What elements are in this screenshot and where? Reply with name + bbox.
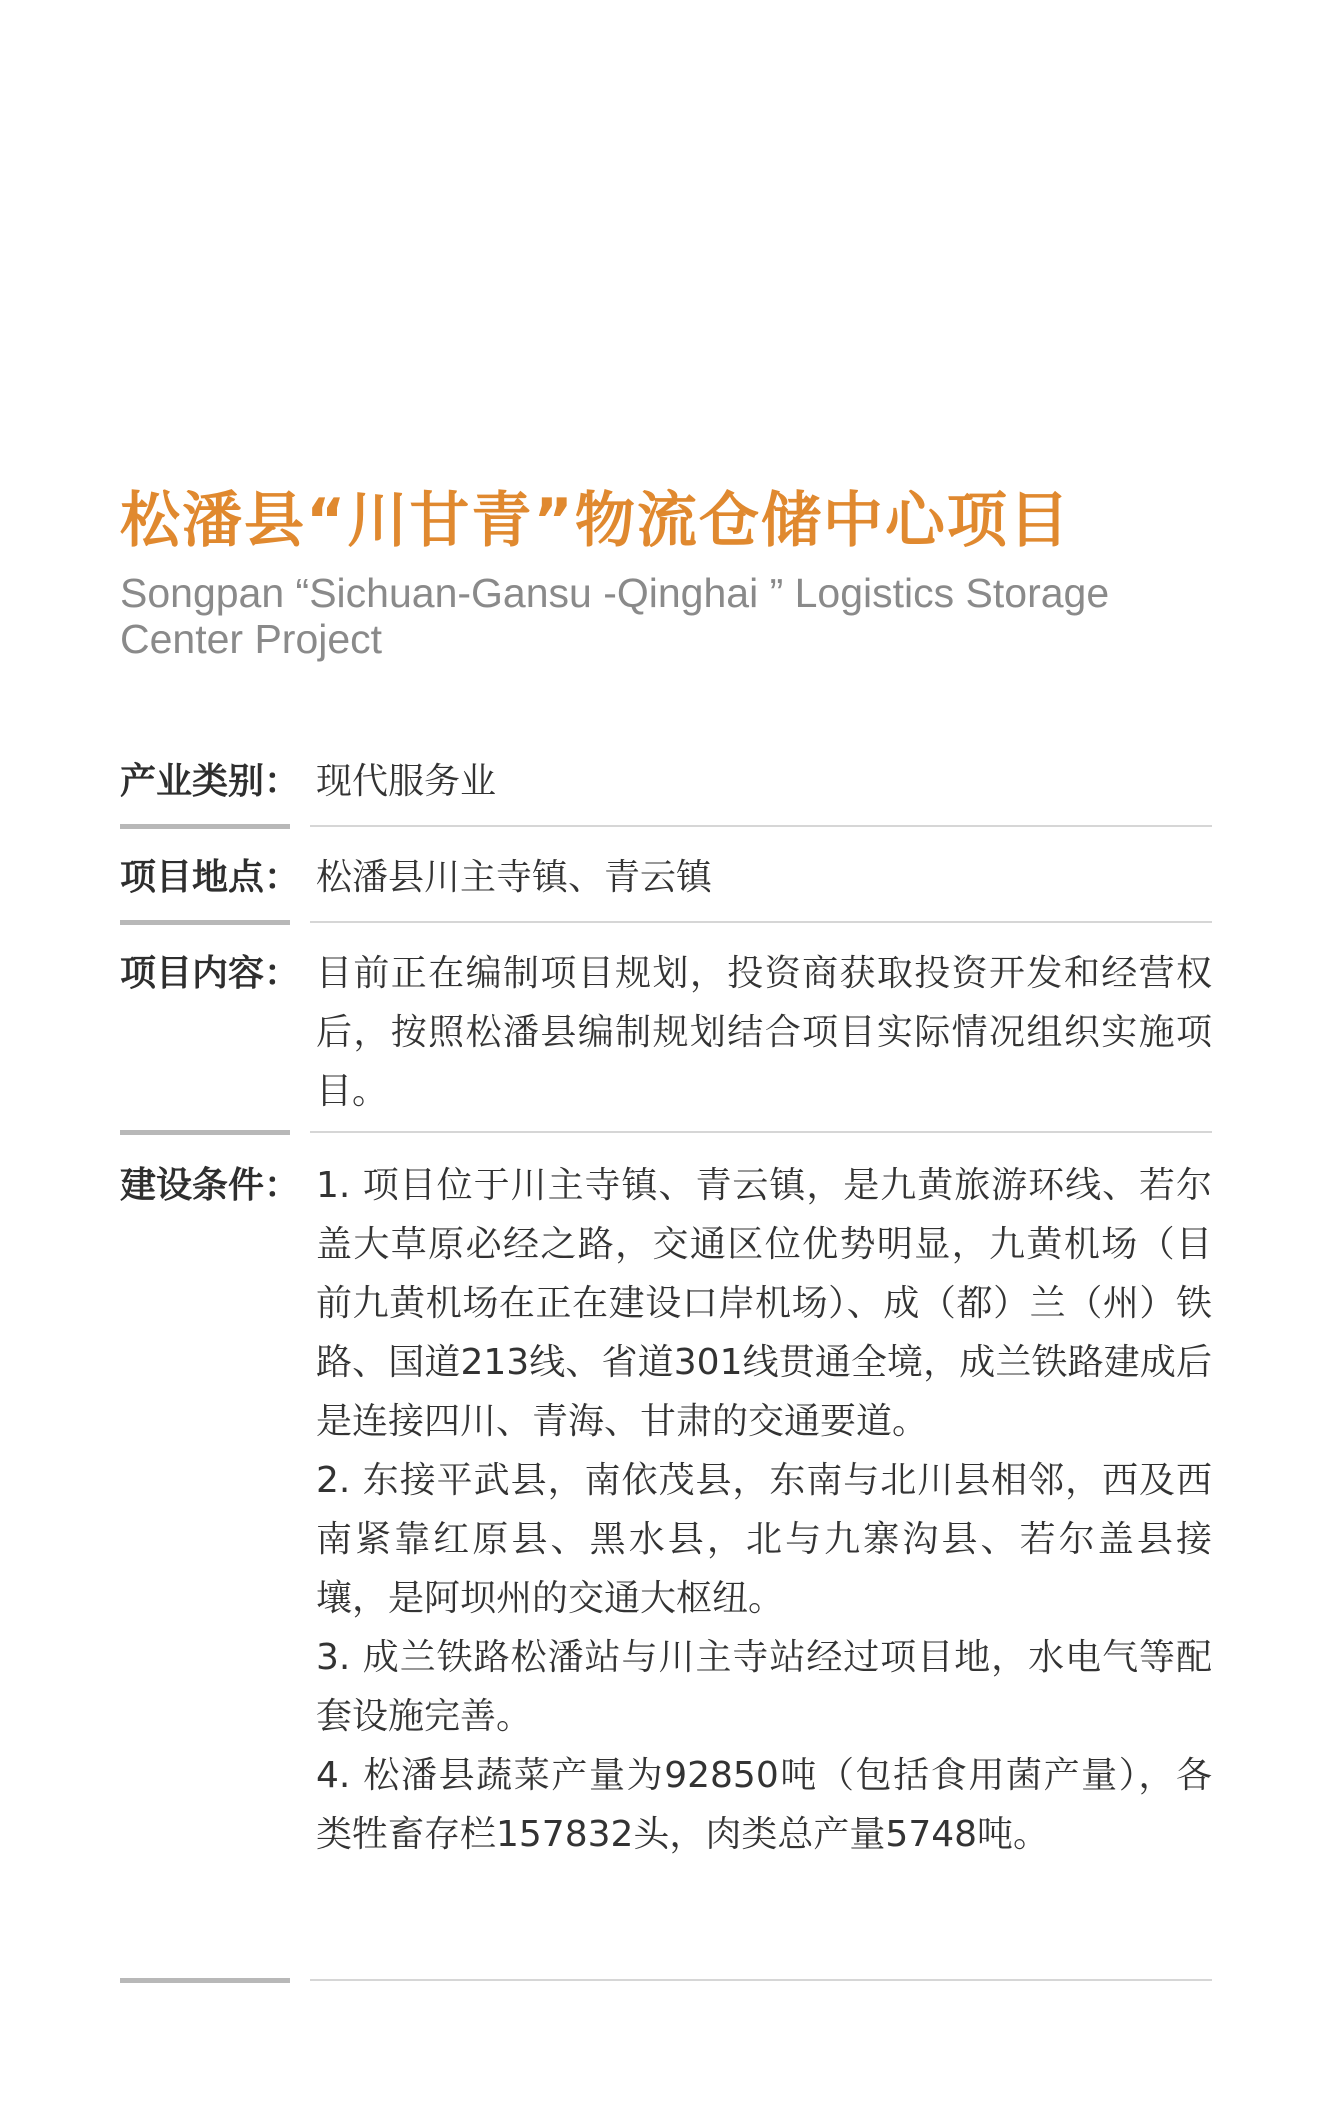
label-divider [120,1978,290,1983]
industry-category-label: 产业类别： [120,761,301,802]
label-divider [120,920,290,925]
project-location-value: 松潘县川主寺镇、青云镇 [316,857,713,898]
project-location-label: 项目地点： [120,857,301,898]
condition-item-3: 3. 成兰铁路松潘站与川主寺站经过项目地，水电气等配套设施完善。 [316,1637,1212,1737]
label-divider [120,1130,290,1135]
condition-item-4: 4. 松潘县蔬菜产量为92850吨（包括食用菌产量），各类牲畜存栏157832头，肉类总产量5748吨。 [316,1755,1212,1855]
label-divider [120,824,290,829]
value-divider [310,1979,1212,1981]
project-content-label: 项目内容： [120,953,301,994]
construction-conditions-label: 建设条件： [120,1165,301,1206]
construction-conditions-list [316,1156,1212,1864]
project-title-english: Songpan “Sichuan-Gansu -Qinghai ” Logistics Storage Center Project [120,570,1110,662]
project-content-value: 目前正在编制项目规划，投资商获取投资开发和经营权后，按照松潘县编制规划结合项目实际情况组织实施项目。 [316,953,1212,1112]
value-divider [310,825,1212,827]
industry-category-value: 现代服务业 [316,761,497,802]
value-divider [310,921,1212,923]
condition-item-2: 2. 东接平武县，南依茂县，东南与北川县相邻，西及西南紧靠红原县、黑水县，北与九寨沟县、若尔盖县接壤，是阿坝州的交通大枢纽。 [316,1460,1212,1619]
project-title-chinese: 松潘县“川甘青”物流仓储中心项目 [120,486,1071,556]
value-divider [310,1131,1212,1133]
condition-item-1: 1. 项目位于川主寺镇、青云镇，是九黄旅游环线、若尔盖大草原必经之路，交通区位优势明显，九黄机场（目前九黄机场在正在建设口岸机场）、成（都）兰（州）铁路、国道213线、省道301线贯通全境，成兰铁路建成后是连接四川、青海、甘肃的交通要道。 [316,1165,1212,1442]
